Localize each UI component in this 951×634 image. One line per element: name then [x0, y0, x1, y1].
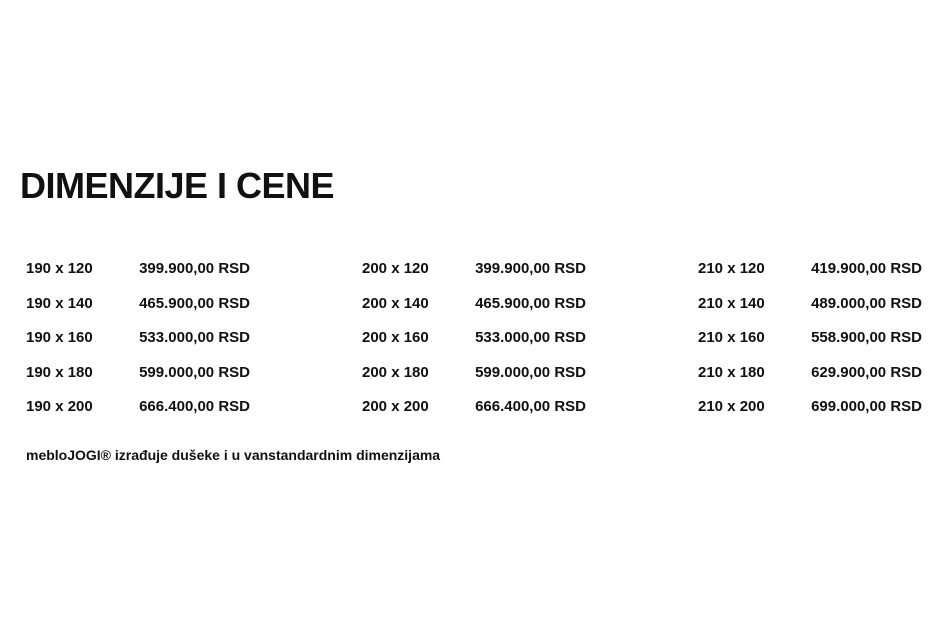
price-row — [362, 395, 586, 430]
dimension-label: 190 x 140 — [26, 294, 93, 312]
dimension-label: 190 x 160 — [26, 329, 93, 346]
price-column-210 — [698, 257, 922, 430]
dimension-label: 190 x 180 — [26, 363, 93, 381]
dimension-label: 210 x 120 — [698, 260, 765, 277]
price-row — [26, 326, 250, 361]
price-row — [698, 395, 922, 430]
dimension-label: 190 x 120 — [26, 260, 93, 277]
price-value: 599.000,00 RSD — [139, 363, 250, 381]
price-column-190 — [26, 257, 250, 430]
price-value: 399.900,00 RSD — [475, 260, 586, 277]
price-value: 489.000,00 RSD — [811, 294, 922, 312]
price-value: 533.000,00 RSD — [475, 329, 586, 346]
dimension-label: 200 x 140 — [362, 294, 429, 312]
price-value: 699.000,00 RSD — [811, 398, 922, 415]
price-row — [26, 257, 250, 292]
price-row — [26, 361, 250, 396]
price-value: 629.900,00 RSD — [811, 363, 922, 381]
price-row — [362, 326, 586, 361]
price-value: 599.000,00 RSD — [475, 363, 586, 381]
dimension-label: 210 x 140 — [698, 294, 765, 312]
price-row — [698, 257, 922, 292]
dimension-label: 200 x 160 — [362, 329, 429, 346]
price-row — [26, 292, 250, 327]
dimension-label: 210 x 200 — [698, 398, 765, 415]
custom-dimensions-note: mebloJOGI® izrađuje dušeke i u vanstandardnim dimenzijama — [26, 447, 441, 463]
price-row — [362, 361, 586, 396]
page-title: DIMENZIJE I CENE — [20, 165, 335, 206]
dimension-label: 210 x 160 — [698, 329, 765, 346]
dimension-label: 210 x 180 — [698, 363, 765, 381]
price-value: 666.400,00 RSD — [139, 398, 250, 415]
price-column-200 — [362, 257, 586, 430]
dimension-label: 200 x 120 — [362, 260, 429, 277]
price-value: 465.900,00 RSD — [139, 294, 250, 312]
price-row — [698, 361, 922, 396]
price-row — [698, 326, 922, 361]
price-row — [362, 292, 586, 327]
price-value: 533.000,00 RSD — [139, 329, 250, 346]
dimension-label: 200 x 180 — [362, 363, 429, 381]
price-row — [26, 395, 250, 430]
price-value: 399.900,00 RSD — [139, 260, 250, 277]
price-row — [698, 292, 922, 327]
price-row — [362, 257, 586, 292]
dimension-label: 200 x 200 — [362, 398, 429, 415]
price-value: 666.400,00 RSD — [475, 398, 586, 415]
price-value: 465.900,00 RSD — [475, 294, 586, 312]
price-value: 419.900,00 RSD — [811, 260, 922, 277]
price-value: 558.900,00 RSD — [811, 329, 922, 346]
dimension-label: 190 x 200 — [26, 398, 93, 415]
